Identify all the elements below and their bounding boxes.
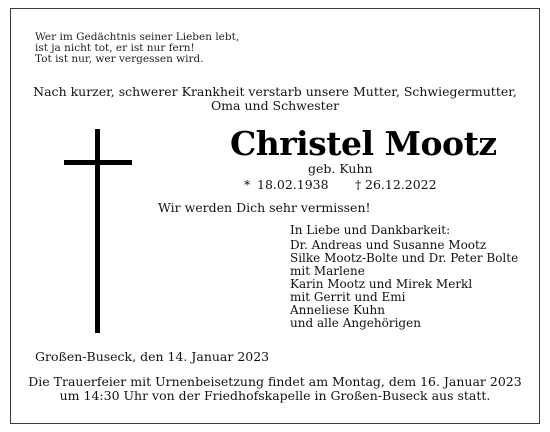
mourner-line: Dr. Andreas und Susanne Mootz bbox=[290, 238, 487, 252]
quote-line-2: ist ja nicht tot, er ist nur fern! bbox=[35, 42, 195, 54]
quote-line-1: Wer im Gedächtnis seiner Lieben lebt, bbox=[35, 31, 240, 43]
intro-line-1: Nach kurzer, schwerer Krankheit verstarb unsere Mutter, Schwiegermutter, bbox=[33, 84, 517, 99]
deceased-name: Christel Mootz bbox=[230, 124, 497, 163]
birth-date: 18.02.1938 bbox=[257, 177, 329, 192]
mourner-line: und alle Angehörigen bbox=[290, 316, 421, 330]
service-line-2: um 14:30 Uhr von der Friedhofskapelle in Großen-Buseck aus statt. bbox=[59, 388, 491, 403]
mourner-line: Silke Mootz-Bolte und Dr. Peter Bolte bbox=[290, 251, 519, 265]
mourner-line: mit Marlene bbox=[290, 264, 365, 278]
place-date: Großen-Buseck, den 14. Januar 2023 bbox=[35, 349, 270, 364]
death-date: 26.12.2022 bbox=[365, 177, 437, 192]
quote-line-3: Tot ist nur, wer vergessen wird. bbox=[35, 53, 204, 65]
mourners-heading: In Liebe und Dankbarkeit: bbox=[290, 223, 451, 237]
farewell-message: Wir werden Dich sehr vermissen! bbox=[158, 200, 371, 215]
death-marker: † bbox=[355, 177, 362, 192]
mourner-line: mit Gerrit und Emi bbox=[290, 290, 406, 304]
birth-name: geb. Kuhn bbox=[308, 161, 373, 176]
intro-line-2: Oma und Schwester bbox=[210, 98, 340, 113]
service-line-1: Die Trauerfeier mit Urnenbeisetzung findet am Montag, dem 16. Januar 2023 bbox=[28, 374, 522, 389]
born-marker: * bbox=[244, 177, 251, 192]
mourner-line: Anneliese Kuhn bbox=[290, 303, 385, 317]
mourner-line: Karin Mootz und Mirek Merkl bbox=[290, 277, 473, 291]
cross-icon-bar bbox=[64, 160, 132, 165]
